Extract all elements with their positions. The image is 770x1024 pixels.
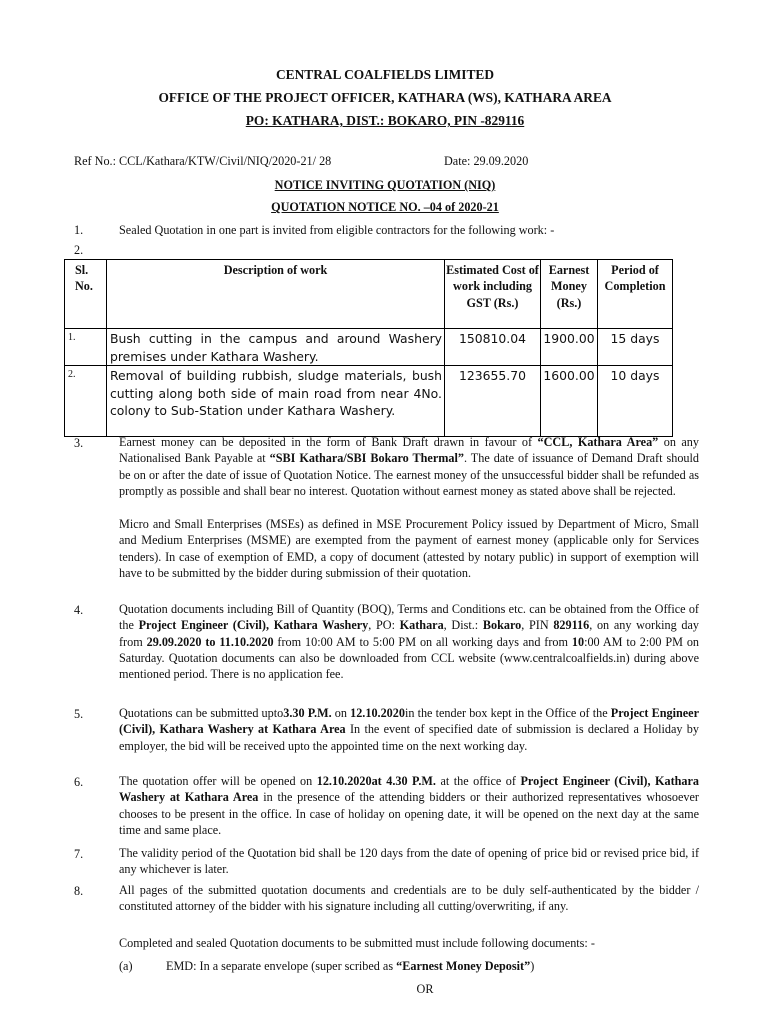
text-run-bold: Project Engineer (Civil), Kathara Washery bbox=[138, 618, 369, 633]
text-run-bold: “Earnest Money Deposit” bbox=[396, 959, 531, 973]
col-header-estimated-cost: Estimated Cost of work including GST (Rs.) bbox=[445, 260, 541, 329]
text-run-bold: 3.30 P.M. bbox=[283, 706, 332, 720]
text-run-bold: Project Engineer (Civil), Kathara Washery at Kathara Area bbox=[119, 706, 699, 737]
item1-text: Sealed Quotation in one part is invited from eligible contractors for the following work: - bbox=[119, 223, 555, 237]
item4-paragraph bbox=[119, 601, 699, 682]
item-number: 7. bbox=[74, 847, 84, 861]
item-number: 4. bbox=[74, 603, 84, 617]
item-number: 5. bbox=[74, 707, 84, 721]
notice-date: Date: 29.09.2020 bbox=[444, 154, 529, 168]
text-run-bold: 12.10.2020at 4.30 P.M. bbox=[316, 774, 436, 788]
office-name: OFFICE OF THE PROJECT OFFICER, KATHARA (WS), KATHARA AREA bbox=[158, 90, 612, 105]
text-run: In the event of specified date of submission is declared a Holiday by employer, the bid will be received upto the appointed time on the next working day. bbox=[119, 722, 699, 753]
cell-estimated-cost: 150810.04 bbox=[445, 329, 541, 366]
text-run: , PIN bbox=[521, 618, 554, 633]
text-run: ) bbox=[530, 959, 535, 973]
cell-description: Removal of building rubbish, sludge materials, bush cutting along both side of main road from near 4No. colony to Sub-Station under Kathara Washery. bbox=[107, 366, 445, 437]
text-run: , Dist.: bbox=[443, 618, 483, 633]
text-run: on any Nationalised Bank Payable at bbox=[119, 435, 699, 466]
cell-earnest-money: 1600.00 bbox=[541, 366, 598, 437]
text-run: Quotations can be submitted upto bbox=[119, 706, 284, 720]
text-run-bold: 12.10.2020 bbox=[350, 706, 405, 720]
cell-sl: 1. bbox=[65, 329, 107, 366]
item8-paragraph: All pages of the submitted quotation documents and credentials are to be duly self-authenticated by the bidder / constituted attorney of the bidder with his signature including all cutting/overwriting, if any. bbox=[119, 883, 699, 914]
item-number: 1. bbox=[74, 223, 84, 237]
or-separator: OR bbox=[416, 982, 434, 996]
text-run: :00 AM to 2:00 PM on Saturday. Quotation documents can also be downloaded from CCL website (www.centralcoalfields.in) during above mentioned period. There is no application fee. bbox=[119, 634, 700, 682]
text-run: in the presence of the attending bidders or their authorized representatives whosoever chooses to be present in the office. In case of holiday on opening date, it will be opened on the next day at the same time and same place. bbox=[119, 790, 699, 837]
reference-number: Ref No.: CCL/Kathara/KTW/Civil/NIQ/2020-21/ 28 bbox=[74, 154, 332, 168]
text-run-bold: “CCL, Kathara Area” bbox=[537, 435, 659, 449]
notice-title: NOTICE INVITING QUOTATION (NIQ) bbox=[274, 178, 496, 192]
table-header-row bbox=[65, 260, 673, 329]
text-run: Earnest money can be deposited in the form of Bank Draft drawn in favour of bbox=[119, 435, 538, 449]
company-name: CENTRAL COALFIELDS LIMITED bbox=[275, 67, 495, 82]
text-run-bold: “SBI Kathara/SBI Bokaro Thermal” bbox=[269, 451, 464, 466]
text-run-bold: Bokaro bbox=[482, 618, 522, 633]
item3-paragraph bbox=[119, 434, 699, 499]
documents-intro: Completed and sealed Quotation documents to be submitted must include following documents: - bbox=[119, 936, 595, 950]
work-table bbox=[64, 259, 673, 437]
col-header-sl: Sl. No. bbox=[65, 260, 107, 329]
item-number: 3. bbox=[74, 436, 84, 450]
text-run-bold: Kathara bbox=[399, 618, 444, 633]
text-run: at the office of bbox=[435, 774, 521, 788]
item-number: 6. bbox=[74, 775, 84, 789]
item3-msme-paragraph: Micro and Small Enterprises (MSEs) as defined in MSE Procurement Policy issued by Department of Micro, Small and Medium Enterprises (MSME) are exempted from the payment of earnest money (applicable only for Services tenders). In case of exemption of EMD, a copy of document (attested by notary public) in support of exemption will have to be submitted by the bidder during submission of their quotation. bbox=[119, 517, 699, 580]
item-number: 8. bbox=[74, 884, 84, 898]
item7-paragraph: The validity period of the Quotation bid shall be 120 days from the date of opening of price bid or revised price bid, if any whichever is later. bbox=[119, 846, 699, 877]
col-header-period: Period of Completion bbox=[598, 260, 673, 329]
item-number: 2. bbox=[74, 243, 84, 257]
emd-envelope-text bbox=[166, 959, 534, 974]
office-address: PO: KATHARA, DIST.: BOKARO, PIN -829116 bbox=[245, 113, 525, 128]
text-run-bold: 829116 bbox=[553, 618, 590, 633]
text-run-bold: Project Engineer (Civil), Kathara Washery at Kathara Area bbox=[119, 774, 700, 805]
table-row bbox=[65, 329, 673, 366]
cell-period: 10 days bbox=[598, 366, 673, 437]
col-header-earnest-money: Earnest Money (Rs.) bbox=[541, 260, 598, 329]
text-run: , on any working day from bbox=[119, 618, 700, 649]
text-run: Quotation documents including Bill of Quantity (BOQ), Terms and Conditions etc. can be obtained from the Office of the bbox=[119, 602, 699, 633]
text-run: EMD: In a separate envelope (super scribed as bbox=[166, 959, 397, 973]
text-run-bold: 10 bbox=[571, 634, 585, 649]
cell-period: 15 days bbox=[598, 329, 673, 366]
cell-description: Bush cutting in the campus and around Washery premises under Kathara Washery. bbox=[107, 329, 445, 366]
text-run: in the tender box kept in the Office of the bbox=[404, 706, 611, 720]
text-run-bold: 29.09.2020 to 11.10.2020 bbox=[146, 634, 274, 649]
cell-estimated-cost: 123655.70 bbox=[445, 366, 541, 437]
cell-earnest-money: 1900.00 bbox=[541, 329, 598, 366]
text-run: The quotation offer will be opened on bbox=[119, 774, 317, 788]
text-run: . The date of issuance of Demand Draft should be on or after the date of issue of Quotation Notice. The earnest money of the unsuccessful bidder shall be refunded as promptly as possible and shall bear no interest. Quotation without earnest money as stated above shall be rejected. bbox=[119, 451, 699, 498]
text-run: , PO: bbox=[368, 618, 400, 633]
item5-paragraph bbox=[119, 705, 699, 754]
text-run: from 10:00 AM to 5:00 PM on all working days and from bbox=[273, 634, 572, 649]
sub-item-label: (a) bbox=[119, 959, 133, 973]
notice-number: QUOTATION NOTICE NO. –04 of 2020-21 bbox=[271, 200, 499, 214]
text-run: on bbox=[331, 706, 351, 720]
item6-paragraph bbox=[119, 773, 699, 838]
cell-sl: 2. bbox=[65, 366, 107, 437]
col-header-description: Description of work bbox=[107, 260, 445, 329]
table-row bbox=[65, 366, 673, 437]
